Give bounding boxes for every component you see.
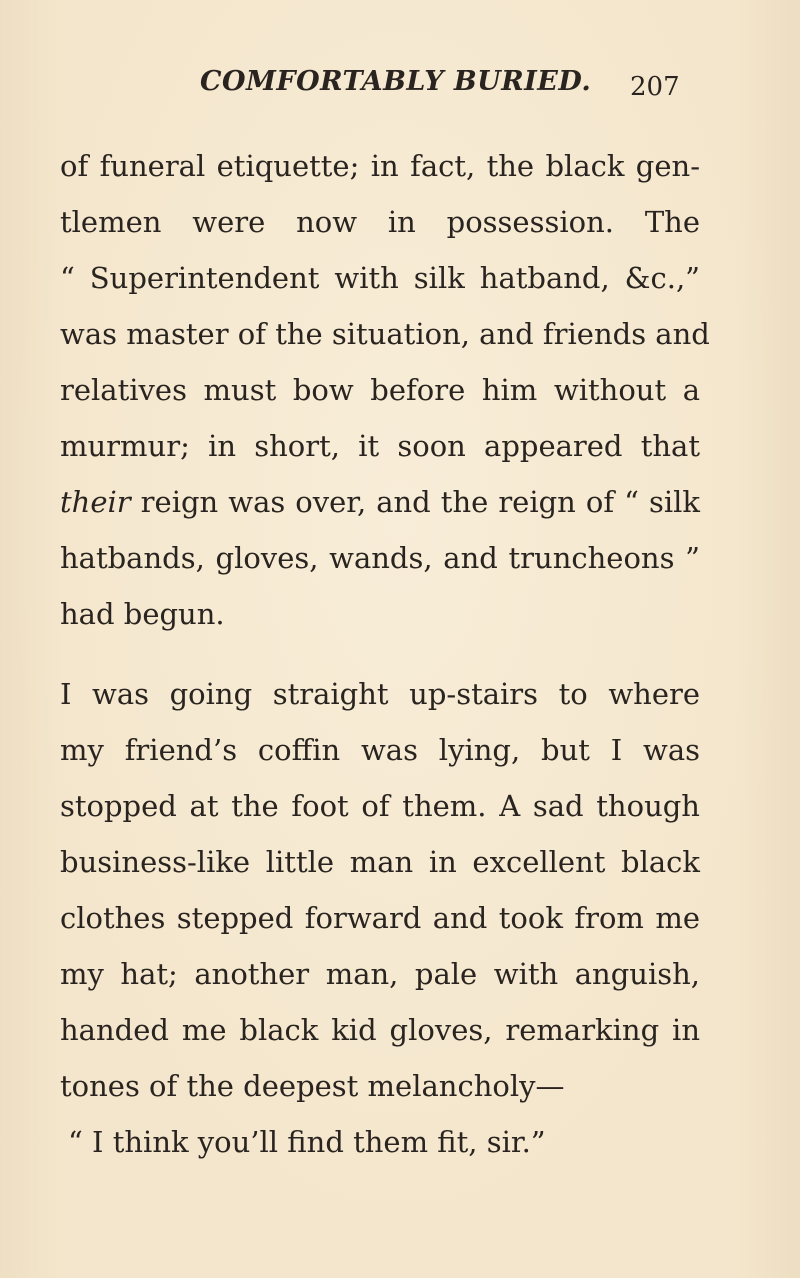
paragraph-spacer <box>60 642 700 666</box>
text-line: tones of the deepest melancholy— <box>60 1069 565 1103</box>
text-line: relatives must bow before him without a <box>60 373 700 407</box>
text-line: of funeral etiquette; in fact, the black gen- <box>60 149 700 183</box>
page-header <box>0 66 800 110</box>
text-line: business-like little man in excellent black <box>60 845 700 879</box>
paragraph-1 <box>60 138 710 642</box>
text-line: hatbands, gloves, wands, and truncheons ” <box>60 541 700 575</box>
text-line: their reign was over, and the reign of “ silk <box>60 485 700 519</box>
text-line: my hat; another man, pale with anguish, <box>60 957 700 991</box>
text-line: handed me black kid gloves, remarking in <box>60 1013 700 1047</box>
running-title: COMFORTABLY BURIED. <box>200 66 592 97</box>
text-line: was master of the situation, and friends and <box>60 317 710 351</box>
paragraph-2 <box>60 666 700 1170</box>
emphasized-word: their <box>60 485 131 519</box>
text-line: clothes stepped forward and took from me <box>60 901 700 935</box>
text-line: stopped at the foot of them. A sad though <box>60 789 700 823</box>
body-text <box>60 138 710 1170</box>
text-line: “ Superintendent with silk hatband, &c.,” <box>60 261 700 295</box>
text-line: murmur; in short, it soon appeared that <box>60 429 700 463</box>
text-line: my friend’s coffin was lying, but I was <box>60 733 700 767</box>
text-line: “ I think you’ll find them fit, sir.” <box>68 1125 546 1159</box>
text-line: had begun. <box>60 597 225 631</box>
page-number: 207 <box>630 72 680 102</box>
text-line: tlemen were now in possession. The <box>60 205 700 239</box>
text-line: I was going straight up-stairs to where <box>60 677 700 711</box>
